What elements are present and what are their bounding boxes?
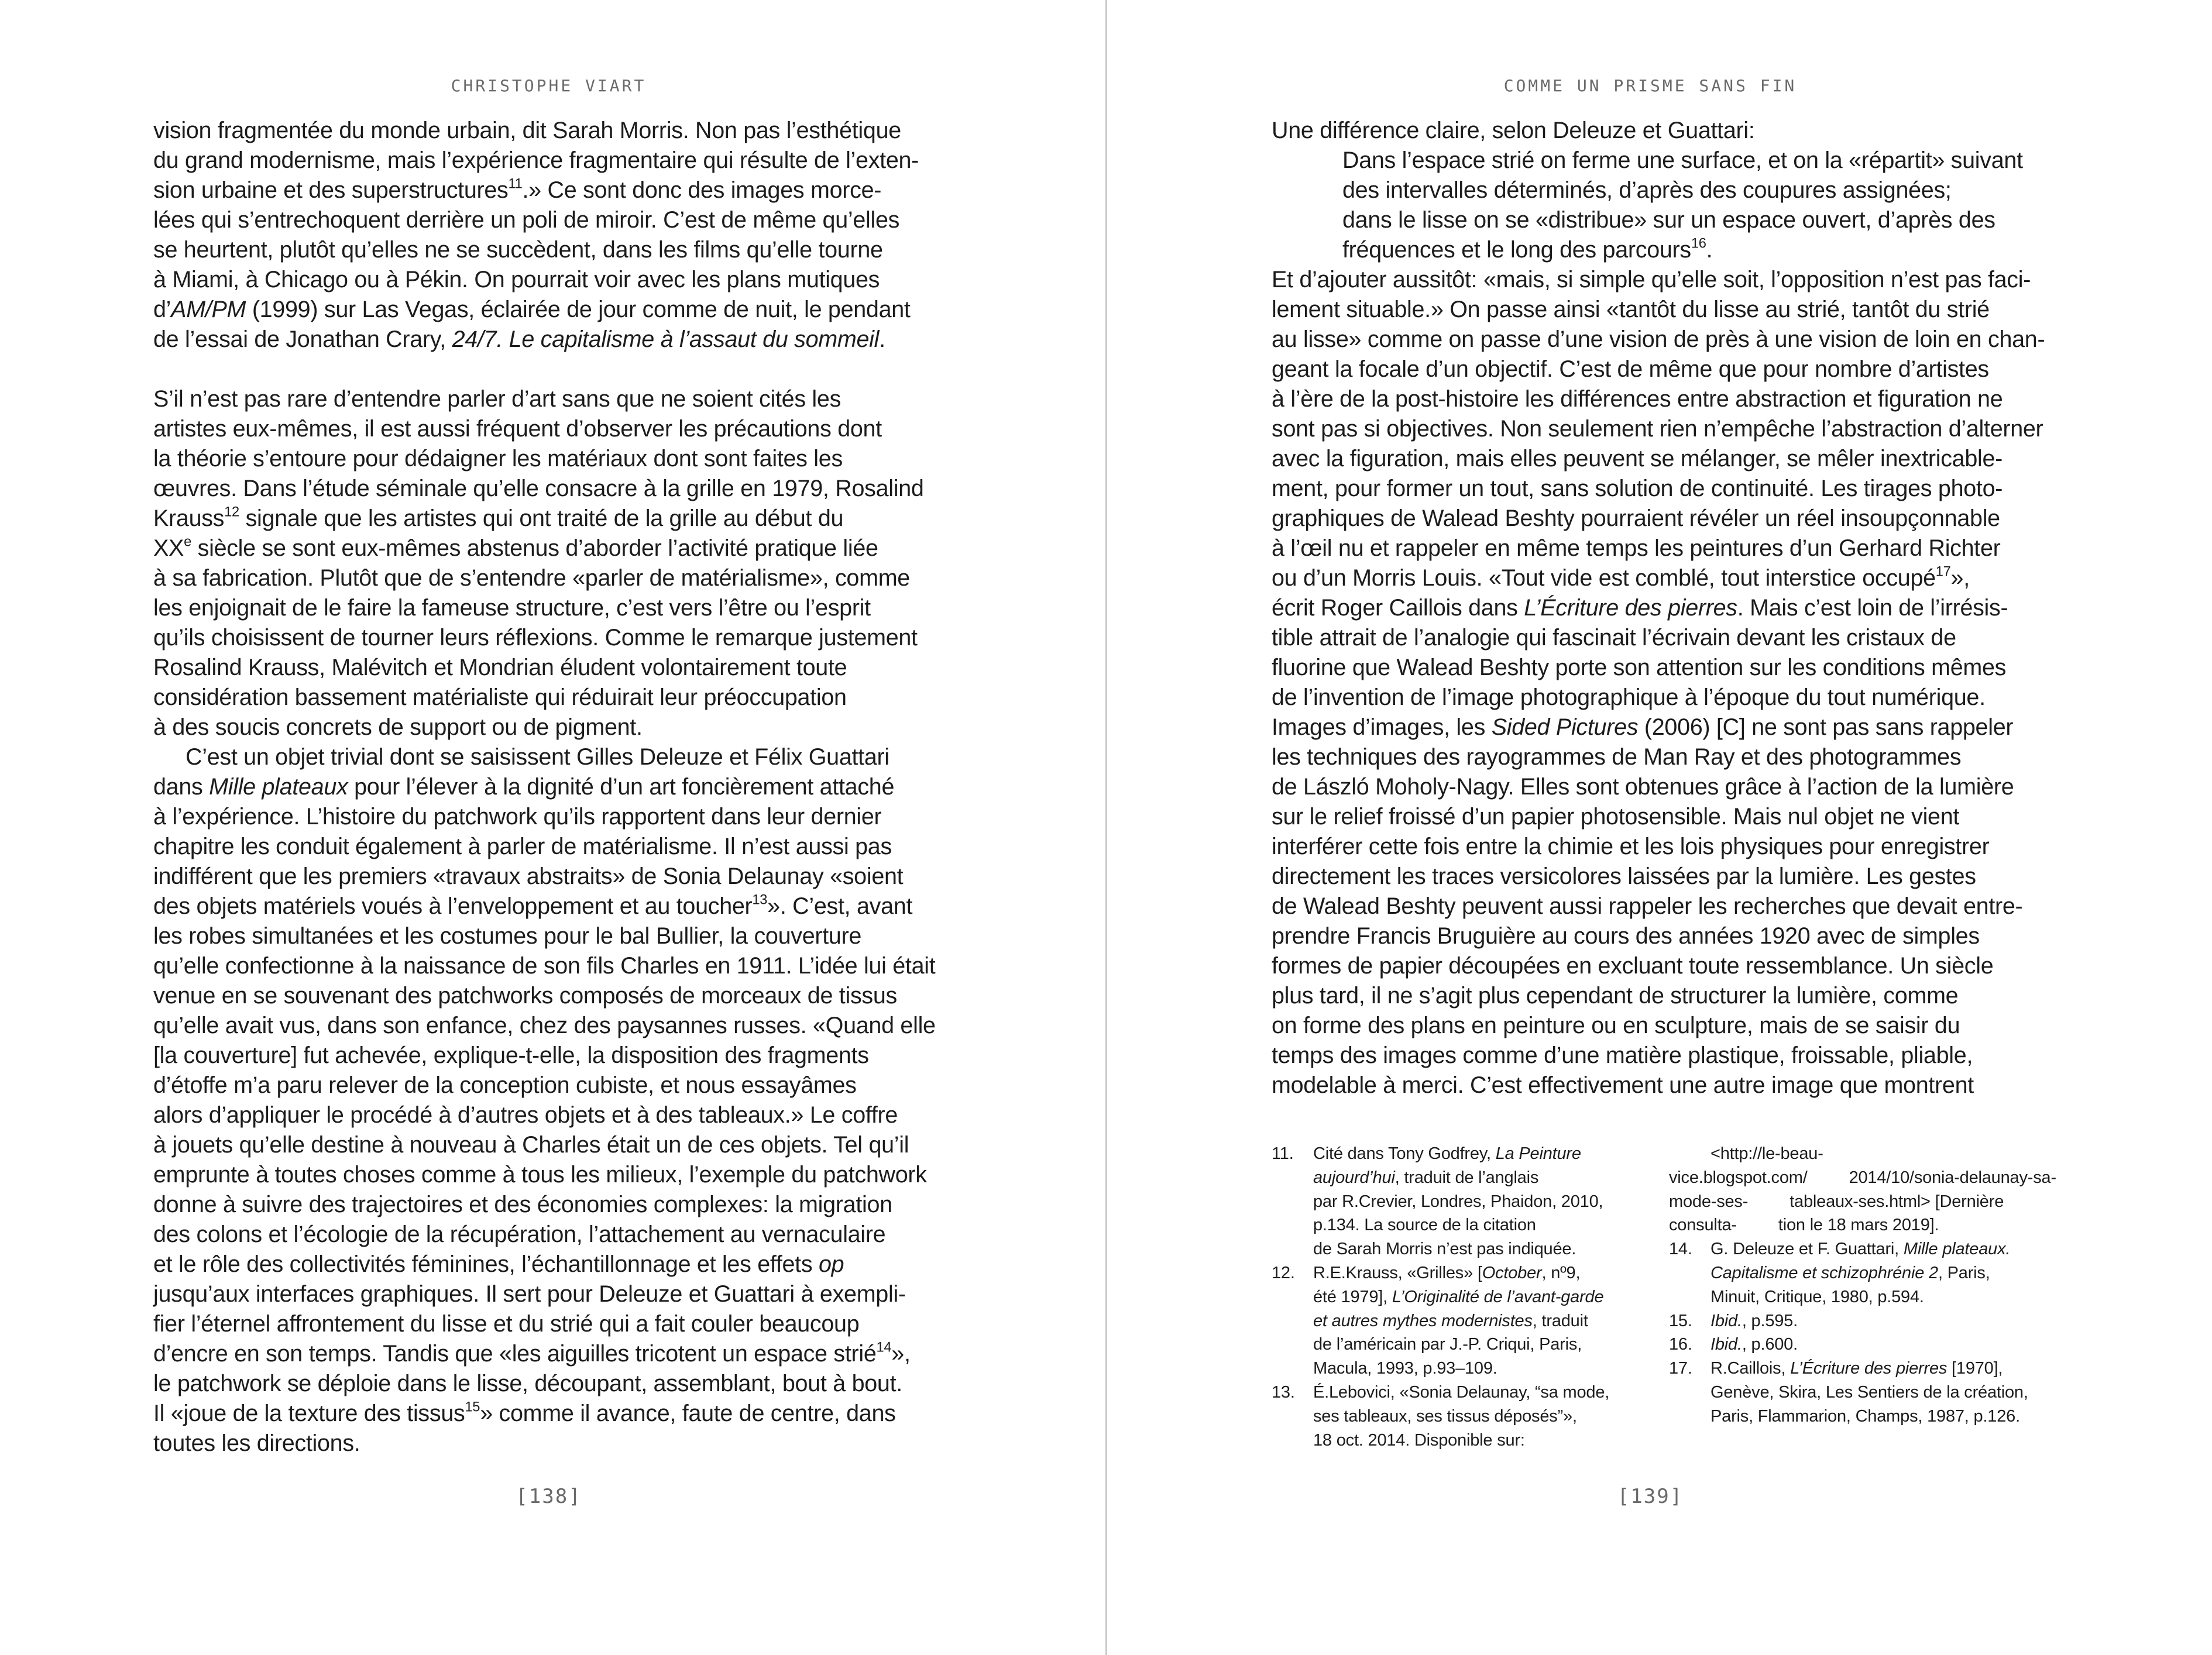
- text-line: [1272, 623, 2067, 653]
- text-run: toutes les directions.: [153, 1430, 360, 1456]
- text-run: vision fragmentée du monde urbain, dit Sarah Morris. Non pas l’esthétique: [153, 118, 901, 143]
- footnotes-column-2: [1669, 1142, 2067, 1429]
- text-line: [1272, 653, 2067, 683]
- text-line: [153, 1071, 949, 1100]
- footnote: [1272, 1142, 1646, 1261]
- text-run: Macula, 1993, p.93–109.: [1313, 1359, 1497, 1378]
- footnote-line: <http://le-beau-vice.blogspot.com/: [1669, 1144, 1823, 1187]
- footnote-line: [1313, 1285, 1646, 1309]
- text-run: qu’ils choisissent de tourner leurs réflexions. Comme le remarque justement: [153, 625, 918, 651]
- text-line: [1272, 951, 2067, 981]
- text-run: les enjoignait de le faire la fameuse structure, c’est vers l’être ou l’esprit: [153, 595, 871, 621]
- page-number: [139]: [1617, 1485, 1684, 1508]
- footnote-line: [1710, 1285, 2067, 1309]
- italic-run: Sided Pictures: [1491, 714, 1639, 740]
- text-run: considération bassement matérialiste qui réduirait leur préoccupation: [153, 684, 847, 710]
- text-line: [1272, 325, 2067, 355]
- footnote-line: tion le 18 mars 2019].: [1778, 1216, 1939, 1235]
- text-run: la théorie s’entoure pour dédaigner les matériaux dont sont faites les: [153, 446, 843, 472]
- text-line: [1272, 265, 2067, 295]
- text-run: Minuit, Critique, 1980, p.594.: [1710, 1287, 1924, 1306]
- italic-run: Ibid.: [1710, 1311, 1742, 1330]
- text-run: É.Lebovici, «Sonia Delaunay, “sa mode,: [1313, 1382, 1610, 1402]
- italic-run: L’Originalité de l’avant-garde: [1392, 1287, 1604, 1306]
- footnote-line: [1710, 1309, 2067, 1333]
- footnote-line: [1710, 1237, 2067, 1261]
- text-line: [153, 593, 949, 623]
- italic-run: Capitalisme et schizophrénie 2: [1710, 1263, 1938, 1282]
- text-run: plus tard, il ne s’agit plus cependant de structurer la lumière, comme: [1272, 983, 1959, 1009]
- text-run: »,: [891, 1341, 911, 1367]
- text-run: de László Moholy-Nagy. Elles sont obtenues grâce à l’action de la lumière: [1272, 774, 2014, 800]
- text-line: [1272, 892, 2067, 921]
- text-line: [1272, 742, 2067, 772]
- text-line: [1272, 444, 2067, 474]
- text-run: » comme il avance, faute de centre, dans: [480, 1401, 896, 1426]
- italic-run: op: [818, 1251, 844, 1277]
- footnote-line: [1313, 1333, 1646, 1357]
- text-line: [153, 1339, 949, 1369]
- text-line: [1272, 176, 2067, 205]
- text-line: [153, 176, 949, 205]
- page-number: [138]: [516, 1485, 582, 1508]
- text-run: Une différence claire, selon Deleuze et Guattari:: [1272, 118, 1755, 143]
- footnote-line: [1313, 1381, 1646, 1405]
- text-line: [153, 504, 949, 534]
- footnote-ref: 11: [508, 176, 523, 192]
- text-line: [1272, 534, 2067, 563]
- text-line: [1272, 235, 2067, 265]
- text-run: [la couverture] fut achevée, explique-t-elle, la disposition des fragments: [153, 1042, 869, 1068]
- text-line: [153, 1399, 949, 1429]
- text-line: [153, 653, 949, 683]
- text-line: [153, 862, 949, 892]
- footnote: [1669, 1237, 2067, 1309]
- text-line: [153, 1130, 949, 1160]
- text-line: [153, 1220, 949, 1250]
- text-line: [153, 205, 949, 235]
- text-run: C’est un objet trivial dont se saisissent Gilles Deleuze et Félix Guattari: [186, 744, 889, 770]
- text-run: à l’expérience. L’histoire du patchwork qu’ils rapportent dans leur dernier: [153, 804, 882, 830]
- text-run: , p.595.: [1742, 1311, 1798, 1330]
- text-line: [153, 1190, 949, 1220]
- text-line: [153, 1369, 949, 1399]
- text-run: d’étoffe m’a paru relever de la conception cubiste, et nous essayâmes: [153, 1072, 857, 1098]
- text-line: [153, 444, 949, 474]
- text-line: [153, 1279, 949, 1309]
- text-run: qu’elle avait vus, dans son enfance, chez des paysannes russes. «Quand elle: [153, 1013, 936, 1038]
- footnote-line: [1710, 1261, 2067, 1285]
- footnote: [1272, 1381, 1646, 1452]
- footnote-line: [1313, 1357, 1646, 1381]
- text-line: [153, 1250, 949, 1279]
- text-run: les techniques des rayogrammes de Man Ray et des photogrammes: [1272, 744, 1962, 770]
- text-line: [153, 265, 949, 295]
- text-line: [1272, 802, 2067, 832]
- footnote-ref: 13: [752, 892, 768, 908]
- footnote-line: [1313, 1261, 1646, 1285]
- text-line: [1272, 414, 2067, 444]
- text-line: [1272, 474, 2067, 504]
- footnote-number: 12.: [1272, 1263, 1295, 1282]
- text-line: [153, 414, 949, 444]
- running-head: COMME UN PRISME SANS FIN: [1503, 76, 1797, 95]
- text-run: prendre Francis Bruguière au cours des années 1920 avec de simples: [1272, 923, 1980, 949]
- text-run: venue en se souvenant des patchworks composés de morceaux de tissus: [153, 983, 897, 1009]
- text-run: (1999) sur Las Vegas, éclairée de jour comme de nuit, le pendant: [246, 297, 911, 322]
- text-run: sont pas si objectives. Non seulement rien n’empêche l’abstraction d’alterner: [1272, 416, 2043, 442]
- text-line: [1272, 683, 2067, 713]
- text-run: des colons et l’écologie de la récupération, l’attachement au vernaculaire: [153, 1222, 886, 1247]
- text-run: dans le lisse on se «distribue» sur un espace ouvert, d’après des: [1342, 207, 1995, 233]
- text-line: [153, 563, 949, 593]
- text-run: , p.600.: [1742, 1335, 1798, 1354]
- text-run: à Miami, à Chicago ou à Pékin. On pourrait voir avec les plans mutiques: [153, 267, 880, 293]
- footnote-line: [1313, 1190, 1646, 1214]
- text-line: [1272, 355, 2067, 384]
- text-run: de Walead Beshty peuvent aussi rappeler les recherches que devait entre-: [1272, 893, 2023, 919]
- text-run: sion urbaine et des superstructures: [153, 177, 509, 203]
- italic-run: Mille plateaux: [209, 774, 348, 800]
- text-run: à sa fabrication. Plutôt que de s’entendre «parler de matérialisme», comme: [153, 565, 910, 591]
- footnote-ref: 12: [224, 504, 239, 520]
- footnote-ref: 15: [465, 1399, 480, 1415]
- footnote: [1669, 1357, 2067, 1428]
- text-run: fluorine que Walead Beshty porte son attention sur les conditions mêmes: [1272, 655, 2007, 680]
- footnote-line: [1710, 1333, 2067, 1357]
- text-line: [1272, 295, 2067, 325]
- text-line: [1272, 772, 2067, 802]
- text-run: à jouets qu’elle destine à nouveau à Charles était un de ces objets. Tel qu’il: [153, 1132, 909, 1158]
- footnote-number: 14.: [1669, 1240, 1692, 1259]
- text-line: [153, 742, 949, 772]
- text-line: [1272, 384, 2067, 414]
- text-run: G. Deleuze et F. Guattari,: [1710, 1240, 1904, 1259]
- text-run: p.134. La source de la citation: [1313, 1216, 1536, 1235]
- text-run: se heurtent, plutôt qu’elles ne se succèdent, dans les films qu’elle tourne: [153, 237, 883, 263]
- text-line: [153, 1429, 949, 1458]
- italic-run: Mille plateaux.: [1903, 1240, 2011, 1259]
- text-run: , traduit: [1532, 1311, 1588, 1330]
- text-run: fier l’éternel affrontement du lisse et du strié qui a fait couler beaucoup: [153, 1311, 860, 1337]
- italic-run: October: [1482, 1263, 1542, 1282]
- footnote-line: [1710, 1381, 2067, 1405]
- text-line: [153, 832, 949, 862]
- text-line: [1272, 1011, 2067, 1041]
- text-run: sur le relief froissé d’un papier photosensible. Mais nul objet ne vient: [1272, 804, 1960, 830]
- text-run: chapitre les conduit également à parler de matérialisme. Il n’est aussi pas: [153, 834, 892, 859]
- footnote-line: [1313, 1309, 1646, 1333]
- text-run: , Paris,: [1938, 1263, 1990, 1282]
- text-run: on forme des plans en peinture ou en sculpture, mais de se saisir du: [1272, 1013, 1960, 1038]
- text-line: [153, 802, 949, 832]
- body-text: [1272, 116, 2067, 1100]
- text-run: de l’essai de Jonathan Crary,: [153, 326, 452, 352]
- text-run: dans: [153, 774, 209, 800]
- text-line: [1272, 832, 2067, 862]
- text-line: [153, 892, 949, 921]
- footnote: [1669, 1309, 2067, 1333]
- text-line: [153, 1041, 949, 1071]
- text-run: directement les traces versicolores laissées par la lumière. Les gestes: [1272, 863, 1976, 889]
- text-line: [1272, 116, 2067, 146]
- text-line: [1272, 504, 2067, 534]
- text-line: [1272, 205, 2067, 235]
- footnote-line: [1313, 1166, 1646, 1190]
- footnote-line: [1313, 1429, 1646, 1453]
- footnote-line: [1313, 1213, 1646, 1237]
- text-run: S’il n’est pas rare d’entendre parler d’art sans que ne soient cités les: [153, 386, 841, 412]
- text-run: ment, pour former un tout, sans solution de continuité. Les tirages photo-: [1272, 476, 2003, 501]
- text-run: Cité dans Tony Godfrey,: [1313, 1144, 1496, 1163]
- text-run: XX: [153, 535, 184, 561]
- footnote-number: 17.: [1669, 1359, 1692, 1378]
- footnote-line: [1313, 1405, 1646, 1429]
- text-run: emprunte à toutes choses comme à tous les milieux, l’exemple du patchwork: [153, 1162, 927, 1188]
- text-line: [1272, 981, 2067, 1011]
- text-run: Rosalind Krauss, Malévitch et Mondrian éludent volontairement toute: [153, 655, 847, 680]
- text-run: de l’américain par J.-P. Criqui, Paris,: [1313, 1335, 1582, 1354]
- text-line: [153, 146, 949, 176]
- footnote-line: [1710, 1357, 2067, 1381]
- text-run: avec la figuration, mais elles peuvent se mélanger, se mêler inextricable-: [1272, 446, 2003, 472]
- text-run: donne à suivre des trajectoires et des économies complexes: la migration: [153, 1192, 892, 1217]
- footnote-number: 15.: [1669, 1311, 1692, 1330]
- text-run: été 1979],: [1313, 1287, 1392, 1306]
- text-line: [153, 295, 949, 325]
- text-run: des objets matériels voués à l’enveloppement et au toucher: [153, 893, 753, 919]
- text-run: d’: [153, 297, 171, 322]
- footnote-line: [1710, 1405, 2067, 1429]
- footnote-ref: 14: [876, 1340, 892, 1355]
- text-line: [153, 1160, 949, 1190]
- text-run: pour l’élever à la dignité d’un art foncièrement attaché: [348, 774, 895, 800]
- italic-run: et autres mythes modernistes: [1313, 1311, 1533, 1330]
- text-line: [153, 384, 949, 414]
- text-run: des intervalles déterminés, d’après des coupures assignées;: [1342, 177, 1952, 203]
- text-run: »,: [1950, 565, 1970, 591]
- text-run: , traduit de l’anglais: [1394, 1168, 1539, 1187]
- text-run: ». C’est, avant: [767, 893, 913, 919]
- footnote: [1272, 1261, 1646, 1381]
- footnote: [1669, 1333, 2067, 1357]
- text-run: ou d’un Morris Louis. «Tout vide est comblé, tout interstice occupé: [1272, 565, 1936, 591]
- footnote-ref: 17: [1935, 564, 1951, 580]
- text-run: le patchwork se déploie dans le lisse, découpant, assemblant, bout à bout.: [153, 1371, 902, 1396]
- text-line: [1272, 146, 2067, 176]
- text-run: par R.Crevier, Londres, Phaidon, 2010,: [1313, 1192, 1603, 1211]
- text-line: [153, 772, 949, 802]
- running-head: CHRISTOPHE VIART: [451, 76, 647, 95]
- footnote-number: 13.: [1272, 1382, 1295, 1402]
- text-run: interférer cette fois entre la chimie et les lois physiques pour enregistrer: [1272, 834, 1990, 859]
- text-run: lement situable.» On passe ainsi «tantôt du lisse au strié, tantôt du strié: [1272, 297, 1990, 322]
- footnote-line: 2014/10/sonia-delaunay-sa-mode-ses-: [1669, 1168, 2056, 1211]
- text-run: signale que les artistes qui ont traité de la grille au début du: [239, 505, 844, 531]
- text-line: [1272, 593, 2067, 623]
- text-run: et le rôle des collectivités féminines, l’échantillonnage et les effets: [153, 1251, 819, 1277]
- right-page: [1106, 0, 2212, 1655]
- text-line: [153, 235, 949, 265]
- text-line: [153, 683, 949, 713]
- text-run: Dans l’espace strié on ferme une surface, et on la «répartit» suivant: [1342, 147, 2023, 173]
- text-line: [153, 534, 949, 563]
- text-line: [1272, 713, 2067, 742]
- text-run: modelable à merci. C’est effectivement une autre image que montrent: [1272, 1072, 1974, 1098]
- text-run: .: [1706, 237, 1713, 263]
- text-run: lées qui s’entrechoquent derrière un poli de miroir. C’est de même qu’elles: [153, 207, 900, 233]
- text-run: .: [879, 326, 885, 352]
- text-line: [1272, 1041, 2067, 1071]
- text-run: qu’elle confectionne à la naissance de son fils Charles en 1911. L’idée lui était: [153, 953, 936, 979]
- text-run: R.E.Krauss, «Grilles» [: [1313, 1263, 1482, 1282]
- text-line: [153, 1100, 949, 1130]
- footnotes-column-1: [1272, 1142, 1646, 1452]
- text-run: Il «joue de la texture des tissus: [153, 1401, 465, 1426]
- text-run: Krauss: [153, 505, 225, 531]
- footnote-line: [1313, 1142, 1646, 1166]
- text-run: œuvres. Dans l’étude séminale qu’elle consacre à la grille en 1979, Rosalind: [153, 476, 924, 501]
- italic-run: La Peinture: [1495, 1144, 1581, 1163]
- footnote-ref: e: [184, 534, 191, 550]
- text-run: indifférent que les premiers «travaux abstraits» de Sonia Delaunay «soient: [153, 863, 904, 889]
- italic-run: 24/7. Le capitalisme à l’assaut du sommeil: [452, 326, 880, 352]
- text-line: [153, 116, 949, 146]
- text-run: à des soucis concrets de support ou de pigment.: [153, 714, 643, 740]
- text-line: [1272, 921, 2067, 951]
- footnote-number: 16.: [1669, 1335, 1692, 1354]
- text-line: [153, 325, 949, 355]
- text-run: Paris, Flammarion, Champs, 1987, p.126.: [1710, 1406, 2020, 1426]
- text-run: écrit Roger Caillois dans: [1272, 595, 1524, 621]
- text-run: formes de papier découpées en excluant toute ressemblance. Un siècle: [1272, 953, 1994, 979]
- text-run: Et d’ajouter aussitôt: «mais, si simple qu’elle soit, l’opposition n’est pas faci-: [1272, 267, 2031, 293]
- footnote-ref: 16: [1691, 236, 1706, 252]
- text-line: [153, 921, 949, 951]
- italic-run: Ibid.: [1710, 1335, 1742, 1354]
- text-run: au lisse» comme on passe d’une vision de près à une vision de loin en chan-: [1272, 326, 2045, 352]
- text-run: .» Ce sont donc des images morce-: [522, 177, 882, 203]
- paragraph-gap: [153, 355, 949, 384]
- text-run: les robes simultanées et les costumes pour le bal Bullier, la couverture: [153, 923, 862, 949]
- text-run: artistes eux-mêmes, il est aussi fréquent d’observer les précautions dont: [153, 416, 882, 442]
- text-run: de Sarah Morris n’est pas indiquée.: [1313, 1240, 1576, 1259]
- text-run: à l’ère de la post-histoire les différences entre abstraction et figuration ne: [1272, 386, 2003, 412]
- text-run: alors d’appliquer le procédé à d’autres objets et à des tableaux.» Le coffre: [153, 1102, 898, 1128]
- text-run: de l’invention de l’image photographique à l’époque du tout numérique.: [1272, 684, 1986, 710]
- italic-run: L’Écriture des pierres: [1790, 1359, 1947, 1378]
- italic-run: aujourd’hui: [1313, 1168, 1395, 1187]
- text-run: geant la focale d’un objectif. C’est de même que pour nombre d’artistes: [1272, 356, 1989, 382]
- text-run: [1970],: [1947, 1359, 2003, 1378]
- text-run: , nº9,: [1541, 1263, 1581, 1282]
- text-line: [153, 1309, 949, 1339]
- text-run: R.Caillois,: [1710, 1359, 1791, 1378]
- text-line: [153, 951, 949, 981]
- text-run: siècle se sont eux-mêmes abstenus d’aborder l’activité pratique liée: [191, 535, 878, 561]
- text-run: d’encre en son temps. Tandis que «les aiguilles tricotent un espace strié: [153, 1341, 877, 1367]
- footnote-line: [1313, 1237, 1646, 1261]
- text-line: [153, 623, 949, 653]
- text-run: 18 oct. 2014. Disponible sur:: [1313, 1430, 1525, 1450]
- text-line: [1272, 862, 2067, 892]
- text-line: [153, 713, 949, 742]
- footnote-number: 11.: [1272, 1144, 1294, 1163]
- text-run: Genève, Skira, Les Sentiers de la création,: [1710, 1382, 2028, 1402]
- text-run: tible attrait de l’analogie qui fascinait l’écrivain devant les cristaux de: [1272, 625, 1956, 651]
- text-run: du grand modernisme, mais l’expérience fragmentaire qui résulte de l’exten-: [153, 147, 919, 173]
- italic-run: AM/PM: [171, 297, 246, 322]
- text-run: graphiques de Walead Beshty pourraient révéler un réel insoupçonnable: [1272, 505, 2000, 531]
- text-line: [153, 474, 949, 504]
- text-line: [153, 981, 949, 1011]
- text-line: [1272, 563, 2067, 593]
- text-run: (2006) [C] ne sont pas sans rappeler: [1638, 714, 2014, 740]
- footnote-line: tableaux-ses.html> [Dernière consulta-: [1669, 1192, 2004, 1235]
- text-run: ses tableaux, ses tissus déposés”»,: [1313, 1406, 1577, 1426]
- text-run: temps des images comme d’une matière plastique, froissable, pliable,: [1272, 1042, 1973, 1068]
- text-line: [153, 1011, 949, 1041]
- text-run: . Mais c’est loin de l’irrésis-: [1737, 595, 2008, 621]
- text-line: [1272, 1071, 2067, 1100]
- text-run: Images d’images, les: [1272, 714, 1492, 740]
- text-run: jusqu’aux interfaces graphiques. Il sert pour Deleuze et Guattari à exempli-: [153, 1281, 906, 1307]
- italic-run: L’Écriture des pierres: [1524, 595, 1737, 621]
- text-run: fréquences et le long des parcours: [1342, 237, 1691, 263]
- text-run: à l’œil nu et rappeler en même temps les peintures d’un Gerhard Richter: [1272, 535, 2001, 561]
- body-text: [153, 116, 949, 1458]
